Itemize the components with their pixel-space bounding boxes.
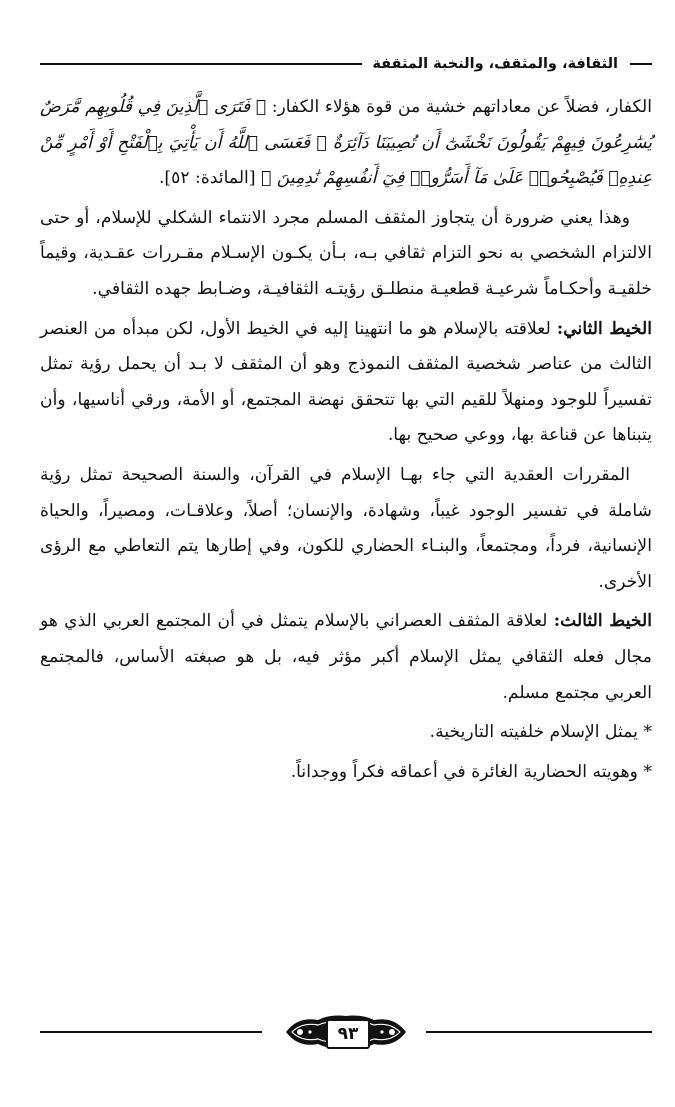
paragraph: [40, 458, 652, 600]
paragraph-text: لعلاقته بالإسلام هو ما انتهينا إليه في الخيط الأول، لكن مبدأه من العنصر الثالث من عناصر شخصية المثقف النموذج وهو أن المثقف لا بـد أن يحمل رؤية تمثل تفسيراً للوجود ومنهلاً للقيم التي بها تتحقق نهضة المجتمع، أو الأمة، ورقي أناسيها، وأن يتبناها عن قناعة بها، ووعي صحيح بها.: [40, 318, 652, 446]
bullet-item: * وهويته الحضارية الغائرة في أعماقه فكراً ووجداناً.: [290, 761, 652, 782]
paragraph-quran-quote: [40, 90, 652, 197]
running-header: [40, 52, 652, 78]
section-heading: الخيط الثالث:: [553, 611, 652, 632]
verse-citation: [المائدة: ٥٢].: [158, 168, 256, 189]
paragraph-text: الكفار، فضلاً عن معاداتهم خشية من قوة هؤلاء الكفار:: [266, 97, 652, 117]
paragraph-second-thread: [40, 312, 652, 454]
paragraph: [40, 201, 652, 308]
footer-rule-left: [40, 1031, 262, 1033]
paragraph-third-thread: [40, 604, 652, 711]
paragraph-text: لعلاقة المثقف العصراني بالإسلام يتمثل في أن المجتمع العربي الذي هو مجال فعله الثقافي يمثل الإسلام أكبر مؤثر فيه، بل هو صبغته الأساس، فالمجتمع العربي مجتمع مسلم.: [40, 611, 652, 703]
body-text: [40, 90, 652, 794]
paragraph-text: وهذا يعني ضرورة أن يتجاوز المثقف المسلم مجرد الانتماء الشكلي للإسلام، أو حتى الالتزام الشخصي به نحو التزام ثقافي بـه، بـأن يكـون الإسـلام مقـررات عقـدية، وقيماً خلقيـة وأحكـاماً شرعيـة قطعيـة منطلـق رؤيتـه الثقافيـة، وضـابط جهده الثقافي.: [40, 207, 652, 299]
footer-rule-right: [426, 1031, 652, 1033]
header-rule-left: [40, 63, 362, 65]
header-rule-right: [630, 63, 652, 65]
quran-verse: ﴿ فَتَرَى ٱلَّذِينَ فِي قُلُوبِهِم مَّرَضٌ يُسَٰرِعُونَ فِيهِمْ يَقُولُونَ نَخْشَىٰٓ أَن تُصِيبَنَا دَآئِرَةٌ ۚ فَعَسَى ٱللَّهُ أَن يَأْتِيَ بِٱلْفَتْحِ أَوْ أَمْرٍ مِّنْ عِندِهِۦ فَيُصْبِحُوا۟ عَلَىٰ مَآ أَسَرُّوا۟ فِيٓ أَنفُسِهِمْ نَٰدِمِينَ ﴾: [40, 97, 652, 189]
section-heading: الخيط الثاني:: [556, 318, 652, 339]
page-footer: [40, 1010, 652, 1054]
bullet-item: * يمثل الإسلام خلفيته التاريخية.: [429, 722, 652, 743]
running-header-title: الثقافة، والمثقف، والنخبة المثقفة: [366, 52, 624, 76]
page-number: ٩٣: [326, 1019, 370, 1049]
paragraph-text: المقررات العقدية التي جاء بهـا الإسلام في القرآن، والسنة الصحيحة تمثل رؤية شاملة في تفسير الوجود غيباً، وشهادة، والإنسان؛ أصلاً، وعلاقـات، ومصيراً، والحياة الإنسانية، فرداً، ومجتمعاً، والبنـاء الحضاري للكون، وفي إطارها يتم التعاطي مع الرؤى الأخرى.: [40, 464, 652, 592]
